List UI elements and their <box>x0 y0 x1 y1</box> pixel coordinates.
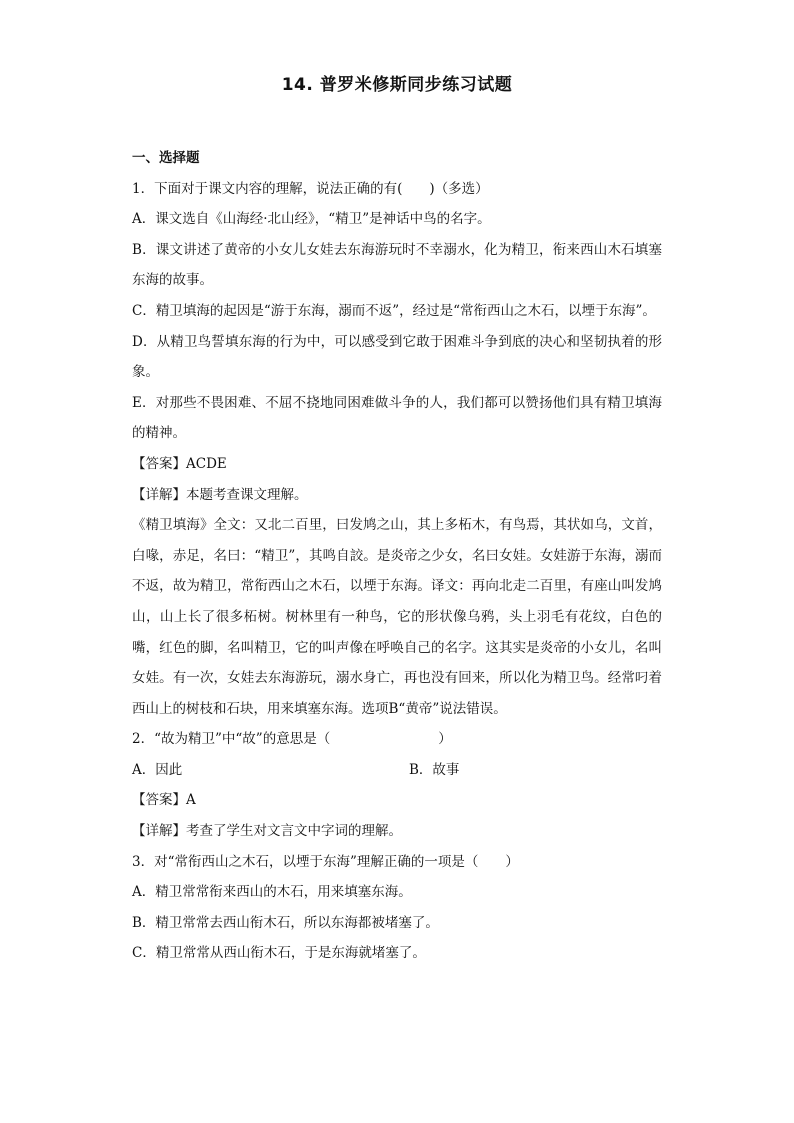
section-heading: 一、选择题 <box>132 150 200 166</box>
question-2-option-b: B．故事 <box>409 761 460 778</box>
question-1-option-e: E．对那些不畏困难、不屈不挠地同困难做斗争的人，我们都可以赞扬他们具有精卫填海的精神。 <box>132 394 662 442</box>
question-3-stem: 3．对“常衔西山之木石，以堙于东海”理解正确的一项是（ ） <box>132 853 519 870</box>
question-1-option-d: D．从精卫鸟誓填东海的行为中，可以感受到它敢于困难斗争到底的决心和坚韧执着的形象。 <box>132 333 662 381</box>
question-1-detail-body: 《精卫填海》全文：又北二百里，曰发鸠之山，其上多柘木，有鸟焉，其状如乌，文首，白喙，赤足，名曰：“精卫”，其鸣自詨。是炎帝之少女，名曰女娃。女娃游于东海，溺而不返，故为精卫，常衔西山之木石，以堙于东海。译文：再向北走二百里，有座山叫发鸠山，山上长了很多柘树。树林里有一种鸟，它的形状像乌鸦，头上羽毛有花纹，白色的嘴，红色的脚，名叫精卫，它的叫声像在呼唤自己的名字。这其实是炎帝的小女儿，名叫女娃。有一次，女娃去东海游玩，溺水身亡，再也没有回来，所以化为精卫鸟。经常叼着西山上的树枝和石块，用来填塞东海。选项B“黄帝”说法错误。 <box>132 517 662 717</box>
document-title: 14. 普罗米修斯同步练习试题 <box>281 75 513 95</box>
question-3-option-a: A．精卫常常衔来西山的木石，用来填塞东海。 <box>132 884 412 901</box>
question-1-option-b: B．课文讲述了黄帝的小女儿女娃去东海游玩时不幸溺水，化为精卫，衔来西山木石填塞东海的故事。 <box>132 241 662 289</box>
document-body <box>132 143 662 969</box>
question-1-stem: 1．下面对于课文内容的理解，说法正确的有( )（多选） <box>132 180 489 197</box>
question-2-option-a: A．因此 <box>132 761 183 778</box>
question-1-detail-intro: 【详解】本题考查课文理解。 <box>132 486 308 503</box>
question-2-options <box>132 755 662 786</box>
question-1-answer: 【答案】ACDE <box>132 455 227 472</box>
question-2-stem: 2．“故为精卫”中“故”的意思是（ ） <box>132 731 452 748</box>
question-1-option-c: C．精卫填海的起因是“游于东海，溺而不返”，经过是“常衔西山之木石，以堙于东海”。 <box>132 302 656 319</box>
question-2-detail: 【详解】考查了学生对文言文中字词的理解。 <box>132 823 402 840</box>
question-3-option-c: C．精卫常常从西山衔木石，于是东海就堵塞了。 <box>132 945 426 962</box>
question-3-option-b: B．精卫常常去西山衔木石，所以东海都被堵塞了。 <box>132 914 439 931</box>
question-1-option-a: A．课文选自《山海经·北山经》，“精卫”是神话中鸟的名字。 <box>132 211 491 228</box>
question-2-answer: 【答案】A <box>132 792 196 809</box>
